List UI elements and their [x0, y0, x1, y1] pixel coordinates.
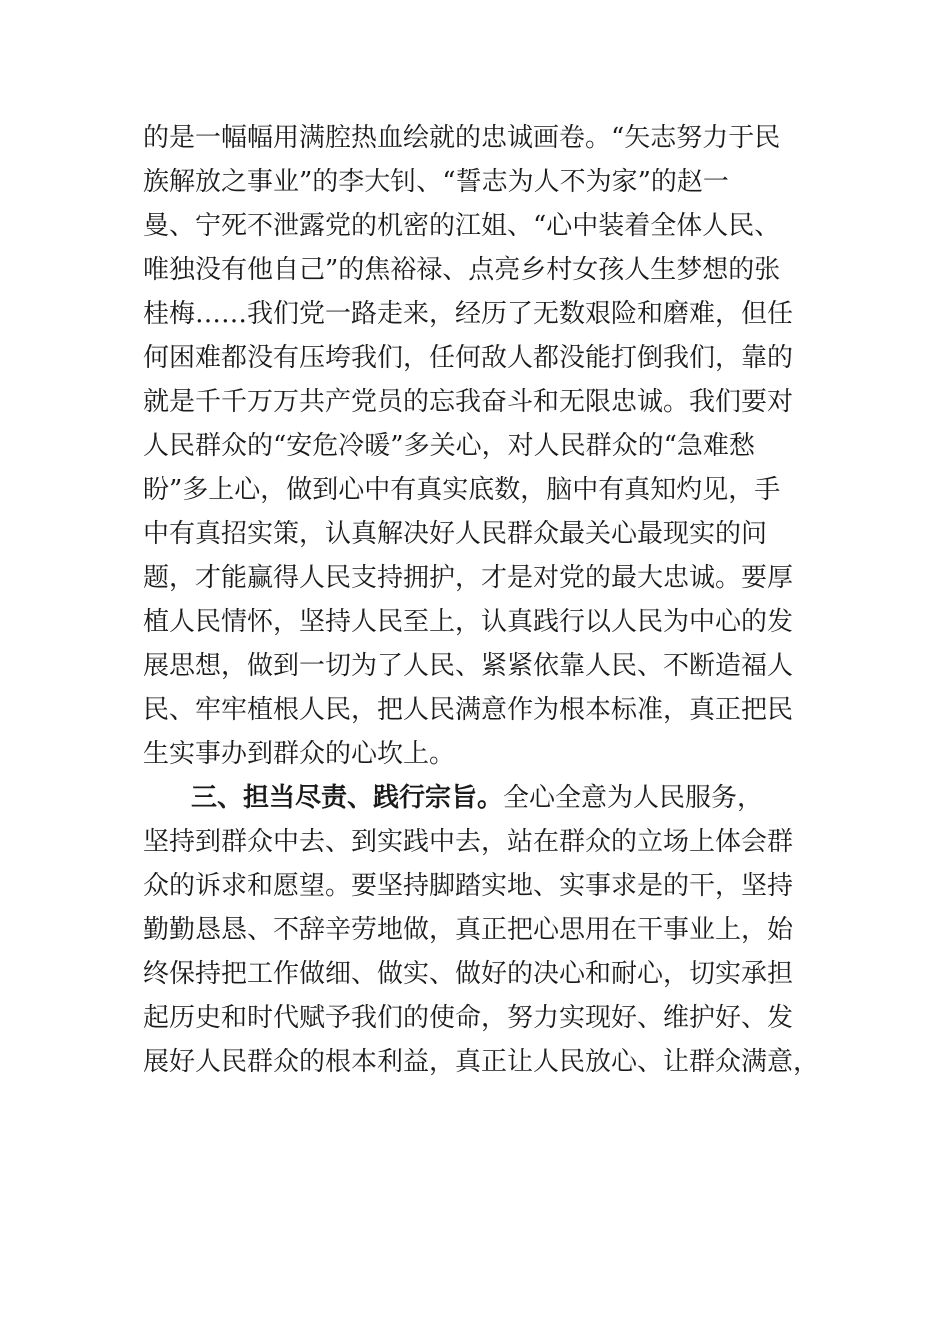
- text-line: 起历史和时代赋予我们的使命，努力实现好、维护好、发: [143, 1003, 794, 1033]
- text-line: 人民群众的“安危冷暖”多关心，对人民群众的“急难愁: [143, 431, 755, 461]
- paragraph-1: [143, 116, 823, 776]
- text-line: 桂梅……我们党一路走来，经历了无数艰险和磨难，但任: [143, 299, 794, 329]
- text-line: 题，才能赢得人民支持拥护，才是对党的最大忠诚。要厚: [143, 563, 794, 593]
- text-line: 展好人民群众的根本利益，真正让人民放心、让群众满意，: [143, 1047, 820, 1077]
- text-line: 生实事办到群众的心坎上。: [143, 739, 456, 769]
- text-line: 展思想，做到一切为了人民、紧紧依靠人民、不断造福人: [143, 651, 794, 681]
- document-body: [143, 116, 823, 1084]
- text-line: 中有真招实策，认真解决好人民群众最关心最现实的问: [143, 519, 768, 549]
- text-line: 的是一幅幅用满腔热血绘就的忠诚画卷。“矢志努力于民: [143, 123, 781, 153]
- text-line: 坚持到群众中去、到实践中去，站在群众的立场上体会群: [143, 827, 794, 857]
- text-line: 盼”多上心，做到心中有真实底数，脑中有真知灼见，手: [143, 475, 781, 505]
- section-lead-text: 全心全意为人民服务，: [503, 783, 764, 813]
- paragraph-2: [143, 776, 823, 1084]
- text-line: 曼、宁死不泄露党的机密的江姐、“心中装着全体人民、: [143, 211, 781, 241]
- text-line: 民、牢牢植根人民，把人民满意作为根本标准，真正把民: [143, 695, 794, 725]
- text-line: 唯独没有他自己”的焦裕禄、点亮乡村女孩人生梦想的张: [143, 255, 781, 285]
- text-line: 勤勤恳恳、不辞辛劳地做，真正把心思用在干事业上，始: [143, 915, 794, 945]
- text-line: 族解放之事业”的李大钊、“誓志为人不为家”的赵一: [143, 167, 729, 197]
- text-line: [143, 776, 823, 820]
- text-line: 终保持把工作做细、做实、做好的决心和耐心，切实承担: [143, 959, 794, 989]
- text-line: 就是千千万万共产党员的忘我奋斗和无限忠诚。我们要对: [143, 387, 794, 417]
- section-heading: 三、担当尽责、践行宗旨。: [191, 783, 504, 813]
- text-line: 植人民情怀，坚持人民至上，认真践行以人民为中心的发: [143, 607, 794, 637]
- text-line: 众的诉求和愿望。要坚持脚踏实地、实事求是的干，坚持: [143, 871, 794, 901]
- text-line: 何困难都没有压垮我们，任何敌人都没能打倒我们，靠的: [143, 343, 794, 373]
